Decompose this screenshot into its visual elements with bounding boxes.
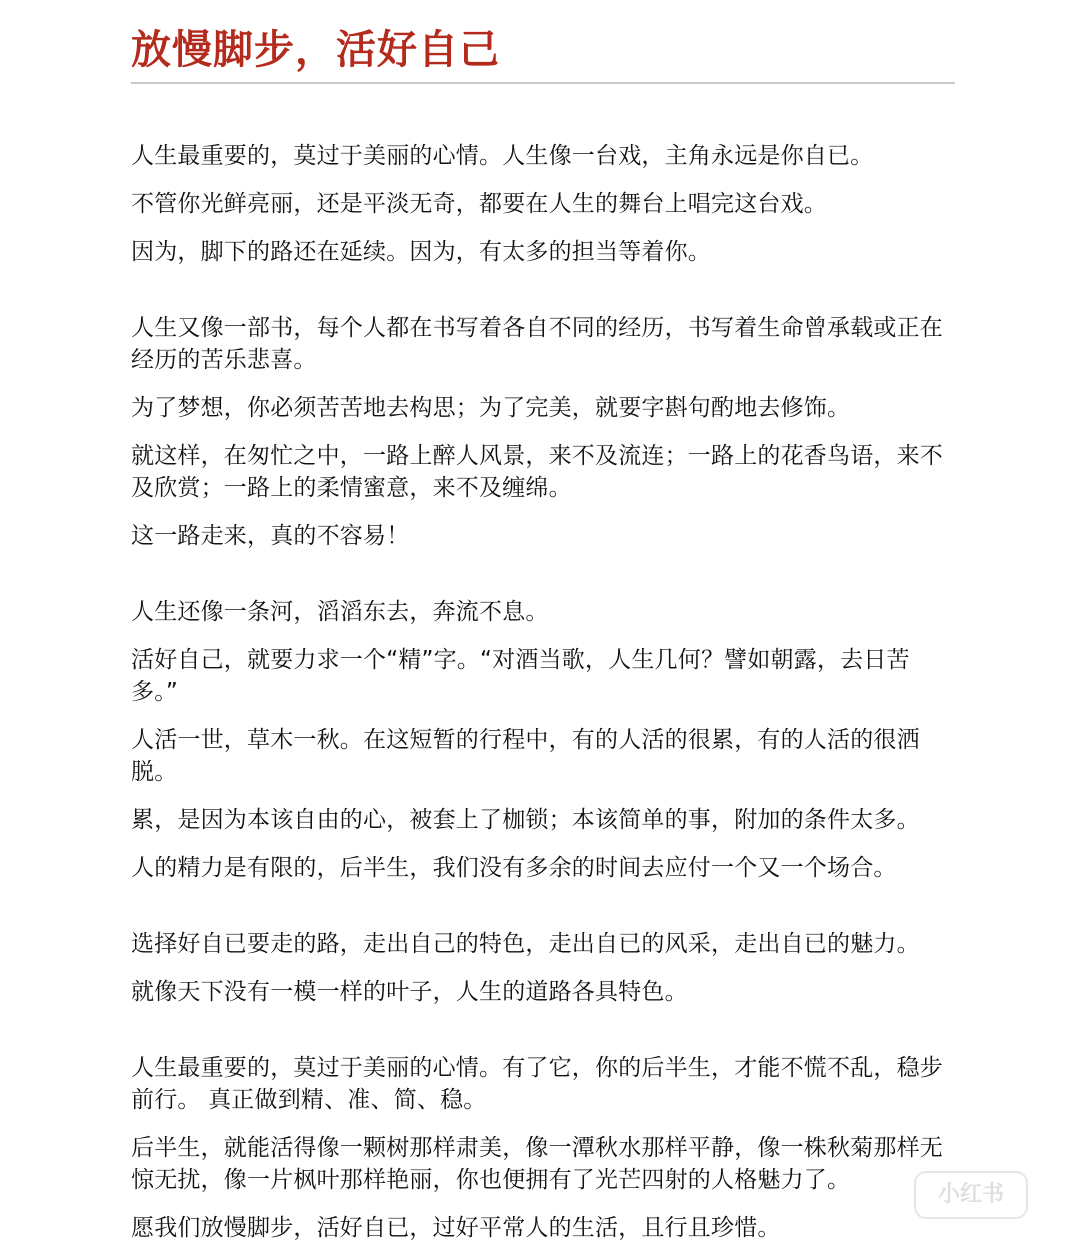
section-2	[131, 312, 946, 552]
paragraph: 选择好自已要走的路，走出自己的特色，走出自已的风采，走出自已的魅力。	[131, 931, 920, 957]
paragraph: 人生最重要的，莫过于美丽的心情。有了它，你的后半生，才能不慌不乱，稳步前行。 真正做到精、准、简、稳。	[131, 1055, 943, 1113]
paragraph: 后半生，就能活得像一颗树那样肃美，像一潭秋水那样平静，像一株秋菊那样无惊无扰，像一片枫叶那样艳丽，你也便拥有了光芒四射的人格魅力了。	[131, 1135, 943, 1193]
paragraph: 这一路走来，真的不容易！	[131, 523, 410, 549]
article-body	[131, 140, 946, 1244]
paragraph: 因为，脚下的路还在延续。因为，有太多的担当等着你。	[131, 239, 711, 265]
watermark-logo: 小红书	[914, 1171, 1028, 1219]
paragraph: 不管你光鲜亮丽，还是平淡无奇，都要在人生的舞台上唱完这台戏。	[131, 191, 827, 217]
paragraph: 人生又像一部书，每个人都在书写着各自不同的经历，书写着生命曾承载或正在经历的苦乐悲喜。	[131, 315, 943, 373]
paragraph: 人的精力是有限的，后半生，我们没有多余的时间去应付一个又一个场合。	[131, 855, 897, 881]
paragraph: 就像天下没有一模一样的叶子，人生的道路各具特色。	[131, 979, 688, 1005]
paragraph: 愿我们放慢脚步，活好自已，过好平常人的生活，且行且珍惜。	[131, 1215, 781, 1241]
paragraph: 累，是因为本该自由的心，被套上了枷锁；本该简单的事，附加的条件太多。	[131, 807, 920, 833]
paragraph: 人活一世，草木一秋。在这短暂的行程中，有的人活的很累，有的人活的很洒脱。	[131, 727, 920, 785]
section-5	[131, 1052, 946, 1244]
paragraph: 活好自己，就要力求一个“精”字。“对酒当歌，人生几何？譬如朝露，去日苦多。”	[131, 647, 910, 705]
paragraph: 人生还像一条河，滔滔东去，奔流不息。	[131, 599, 549, 625]
section-4	[131, 928, 946, 1008]
paragraph: 为了梦想，你必须苦苦地去构思；为了完美，就要字斟句酌地去修饰。	[131, 395, 851, 421]
paragraph: 人生最重要的，莫过于美丽的心情。人生像一台戏，主角永远是你自已。	[131, 143, 874, 169]
section-3	[131, 596, 946, 884]
article-title: 放慢脚步，活好自己	[131, 27, 500, 73]
paragraph: 就这样，在匆忙之中，一路上醉人风景，来不及流连；一路上的花香鸟语，来不及欣赏；一路上的柔情蜜意，来不及缠绵。	[131, 443, 943, 501]
title-divider	[131, 82, 955, 84]
section-1	[131, 140, 946, 268]
